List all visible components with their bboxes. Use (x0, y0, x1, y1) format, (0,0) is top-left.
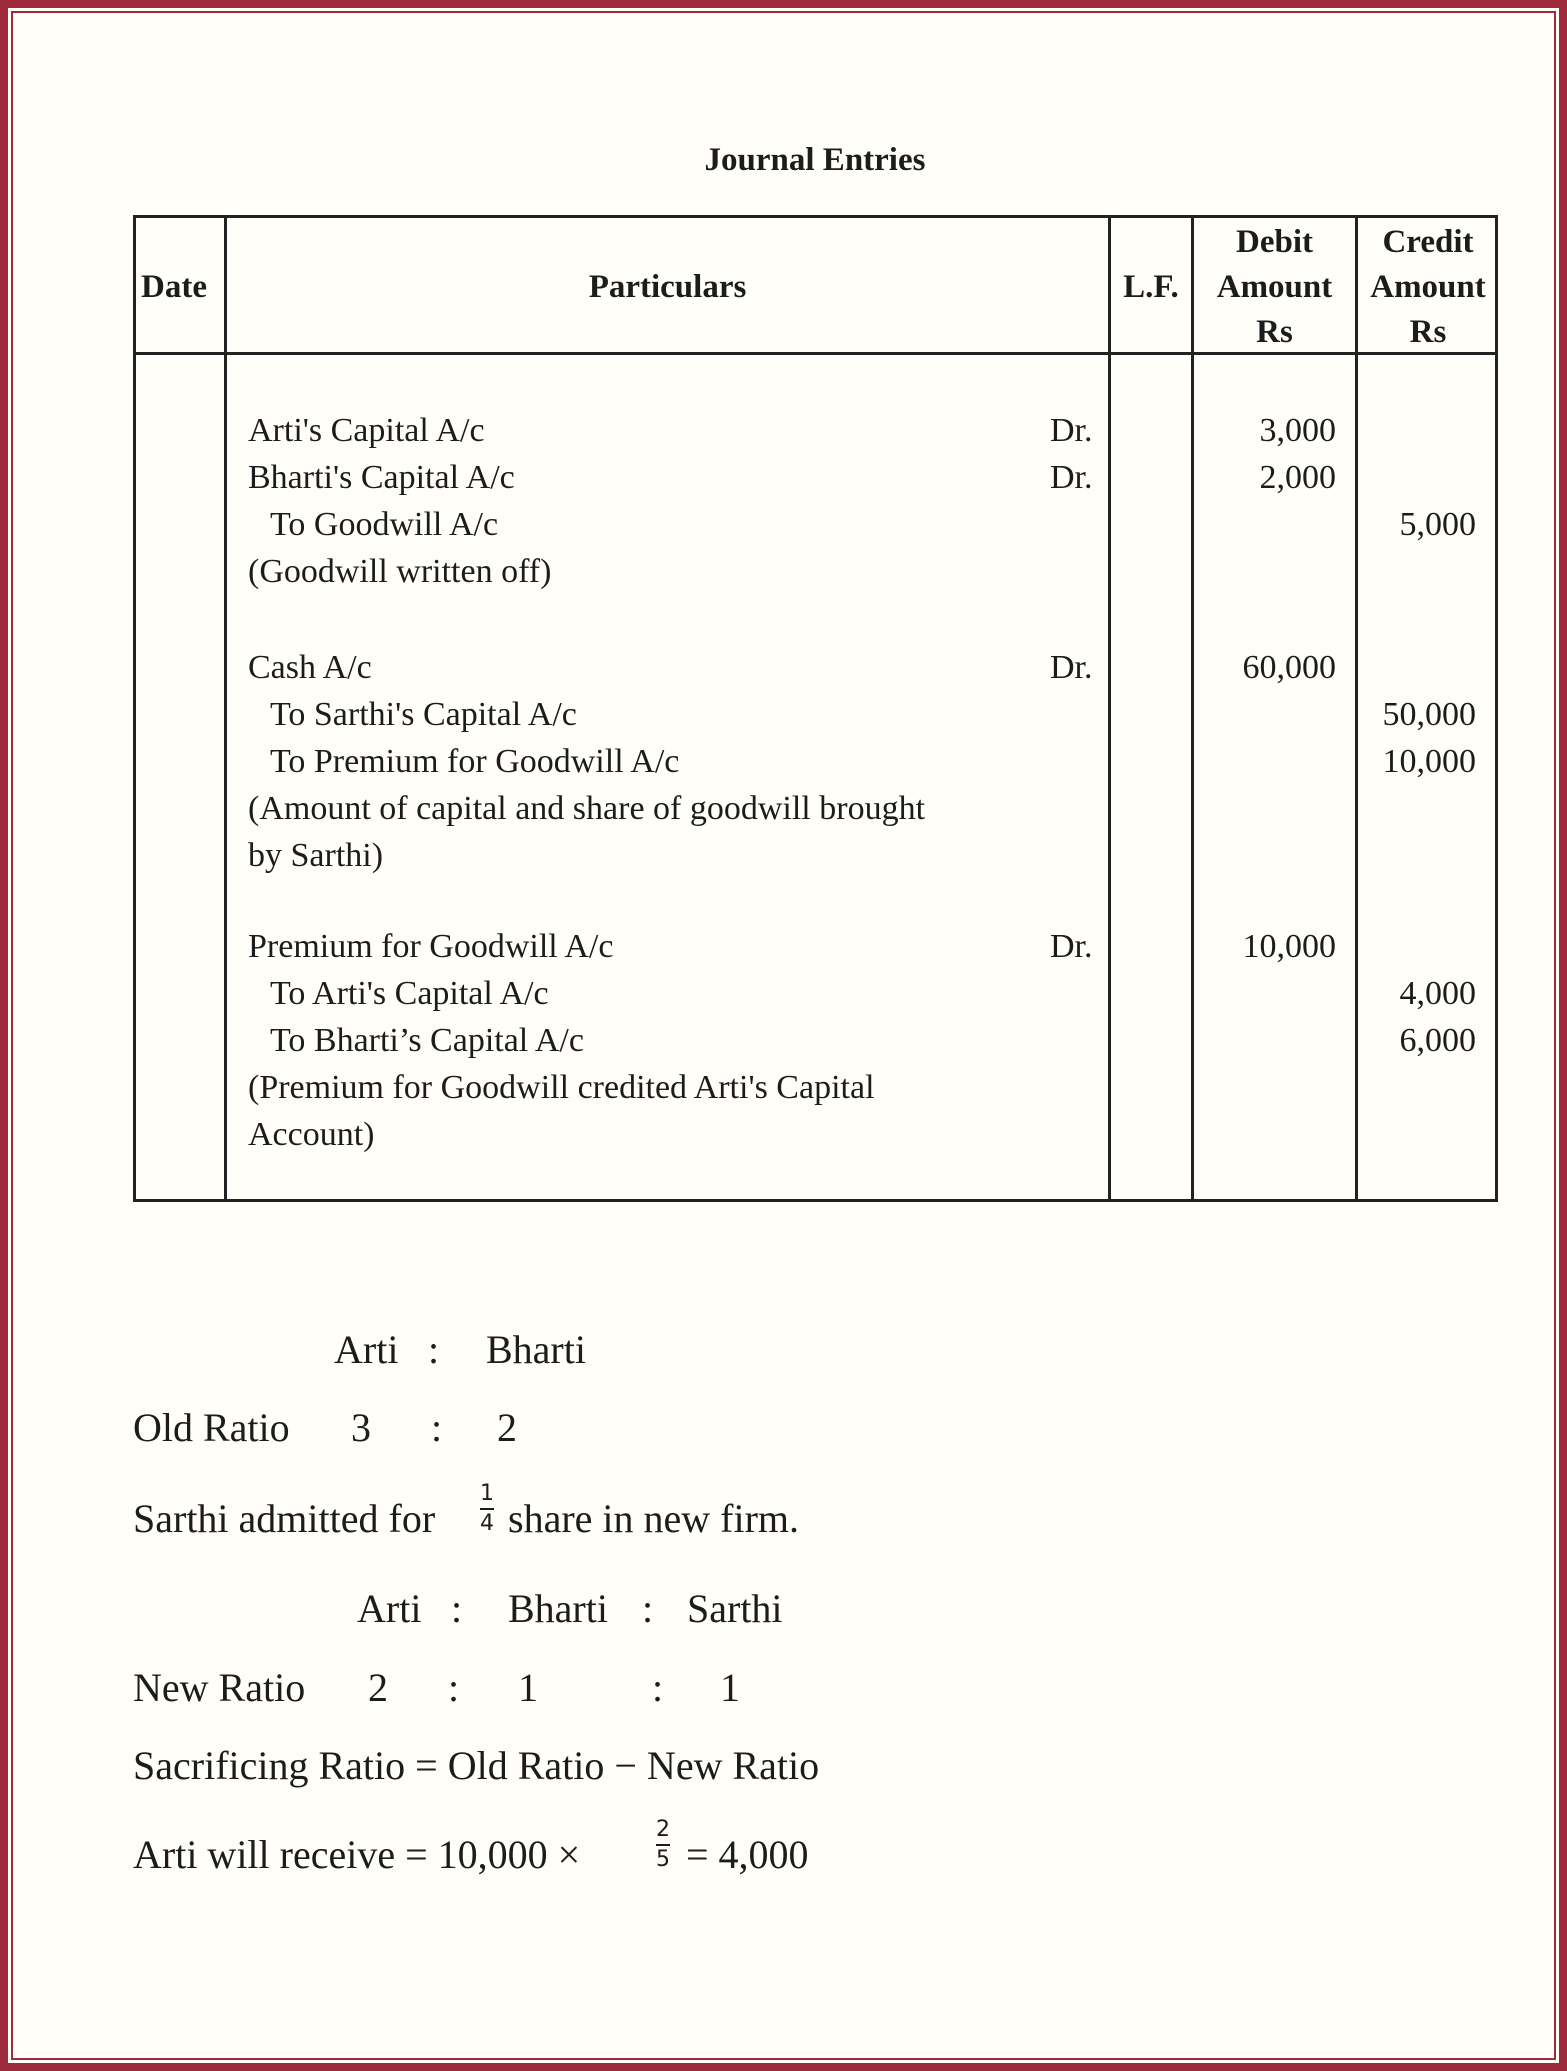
document-title: Journal Entries (704, 142, 926, 178)
col-divider (224, 215, 227, 1202)
entry-account: To Sarthi's Capital A/c (270, 696, 577, 733)
numerator: 2 (656, 1817, 670, 1842)
old-ratio-colon: : (431, 1405, 443, 1450)
debit-amount: 10,000 (1242, 928, 1336, 965)
entry-narration: (Amount of capital and share of goodwill brought (248, 790, 926, 827)
admission-text: Sarthi admitted for (133, 1496, 436, 1541)
credit-amount: 5,000 (1399, 506, 1476, 543)
header-credit: Rs (1409, 314, 1447, 350)
new-header-colon: : (642, 1586, 654, 1631)
credit-amount: 10,000 (1382, 743, 1476, 780)
header-credit: Credit (1382, 224, 1474, 260)
debit-marker: Dr. (1050, 412, 1093, 449)
entry-narration: (Goodwill written off) (248, 553, 552, 590)
col-divider (1191, 215, 1194, 1202)
entry-account: To Bharti’s Capital A/c (270, 1022, 584, 1059)
old-header-bharti: Bharti (486, 1327, 586, 1372)
denominator: 5 (656, 1847, 670, 1872)
old-ratio-bharti: 2 (497, 1405, 517, 1450)
new-ratio-arti: 2 (368, 1665, 388, 1710)
fraction-one-quarter (480, 1482, 494, 1536)
new-ratio-label: New Ratio (133, 1665, 306, 1710)
sacrificing-ratio-formula: Sacrificing Ratio = Old Ratio − New Ratio (133, 1743, 820, 1788)
arti-receive-result: = 4,000 (686, 1832, 809, 1877)
credit-amount: 4,000 (1399, 975, 1476, 1012)
header-particulars: Particulars (588, 269, 747, 305)
admission-text-end: share in new firm. (508, 1496, 800, 1541)
entry-narration: (Premium for Goodwill credited Arti's Capital (248, 1069, 875, 1106)
entry-account: Arti's Capital A/c (248, 412, 485, 449)
new-header-sarthi: Sarthi (687, 1586, 783, 1631)
debit-marker: Dr. (1050, 459, 1093, 496)
entry-account: Bharti's Capital A/c (248, 459, 515, 496)
entry-account: Premium for Goodwill A/c (248, 928, 614, 965)
new-header-colon: : (451, 1586, 463, 1631)
denominator: 4 (480, 1511, 494, 1536)
debit-amount: 3,000 (1259, 412, 1336, 449)
debit-amount: 60,000 (1242, 649, 1336, 686)
arti-receive-text: Arti will receive = 10,000 × (133, 1832, 581, 1877)
col-divider (1355, 215, 1358, 1202)
entry-narration: by Sarthi) (248, 837, 384, 874)
entry-account: To Arti's Capital A/c (270, 975, 549, 1012)
debit-amount: 2,000 (1259, 459, 1336, 496)
header-debit: Debit (1236, 224, 1313, 260)
header-credit: Amount (1370, 269, 1486, 305)
old-ratio-label: Old Ratio (133, 1405, 290, 1450)
new-ratio-colon: : (448, 1665, 460, 1710)
old-ratio-arti: 3 (351, 1405, 371, 1450)
fraction-two-fifths (656, 1818, 670, 1872)
old-header-colon: : (428, 1327, 440, 1372)
col-divider (1108, 215, 1111, 1202)
header-lf: L.F. (1123, 269, 1179, 305)
header-divider (133, 352, 1498, 355)
header-date: Date (141, 269, 207, 305)
new-ratio-colon: : (652, 1665, 664, 1710)
new-ratio-sarthi: 1 (720, 1665, 740, 1710)
credit-amount: 50,000 (1382, 696, 1476, 733)
entry-account: Cash A/c (248, 649, 372, 686)
entry-account: To Goodwill A/c (270, 506, 499, 543)
new-header-bharti: Bharti (508, 1586, 608, 1631)
new-ratio-bharti: 1 (518, 1665, 538, 1710)
entry-narration: Account) (248, 1116, 375, 1153)
credit-amount: 6,000 (1399, 1022, 1476, 1059)
debit-marker: Dr. (1050, 928, 1093, 965)
entry-account: To Premium for Goodwill A/c (270, 743, 680, 780)
header-debit: Rs (1256, 314, 1293, 350)
numerator: 1 (480, 1481, 494, 1506)
new-header-arti: Arti (357, 1586, 422, 1631)
header-debit: Amount (1216, 269, 1333, 305)
debit-marker: Dr. (1050, 649, 1093, 686)
old-header-arti: Arti (334, 1327, 399, 1372)
